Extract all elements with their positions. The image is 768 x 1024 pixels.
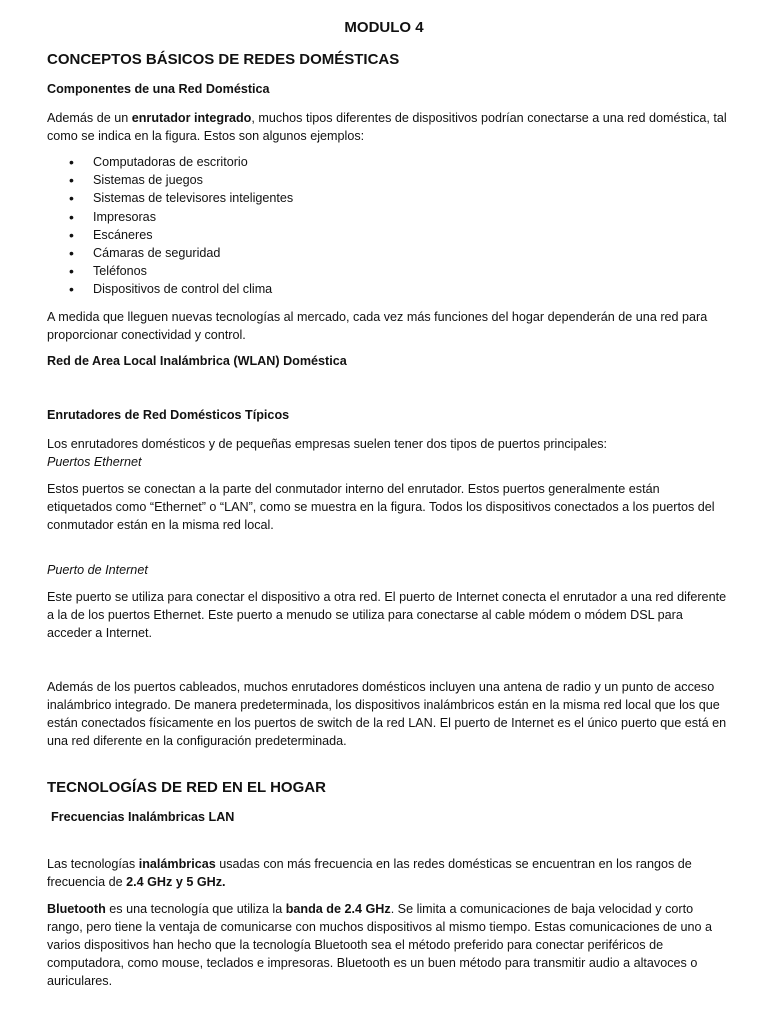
bullet-icon: • [69, 244, 74, 261]
bold-text: banda de 2.4 GHz [285, 902, 391, 916]
label-puerto-internet: Puerto de Internet [47, 563, 148, 577]
subheading-frecuencias: Frecuencias Inalámbricas LAN [51, 810, 235, 824]
paragraph-internet-port: Este puerto se utiliza para conectar el dispositivo a otra red. El puerto de Internet conecta el enrutador a una red diferente a la de los puertos Ethernet. Este puerto a menudo se utiliza para conectarse al cable módem o módem DSL para acceder a Internet. [47, 590, 727, 640]
bold-text: 2.4 GHz y 5 GHz. [126, 875, 226, 889]
bullet-icon: • [69, 208, 74, 225]
bullet-icon: • [69, 190, 74, 207]
text: usadas con más frecuencia en las redes domésticas se encuentran en los rangos de frecuencia de [47, 857, 692, 889]
bullet-icon: • [69, 281, 74, 298]
text: . Se limita a comunicaciones de baja velocidad y corto rango, pero tiene la ventaja de comunicarse con muchos dispositivos al mismo tiempo. Estas comunicaciones de uno a varios dispositivos han hecho que la tecnología Bluetooth sea el método preferido para conectar periféricos de computadora, como mouse, teclados e impresoras. Bluetooth es un buen método para transmitir audio a altavoces o auriculares. [47, 902, 713, 988]
bullet-icon: • [69, 226, 74, 243]
paragraph-bluetooth [47, 900, 727, 990]
text: Las tecnologías [47, 857, 139, 871]
list-item: • Cámaras de seguridad [69, 244, 221, 261]
paragraph-port-types: Los enrutadores domésticos y de pequeñas empresas suelen tener dos tipos de puertos principales: [47, 437, 608, 451]
text: , muchos tipos diferentes de dispositivos podrían conectarse a una red doméstica, tal como se indica en la figura. Estos son algunos ejemplos: [47, 111, 727, 143]
list-item: • Impresoras [69, 208, 156, 225]
subheading-wlan: Red de Area Local Inalámbrica (WLAN) Doméstica [47, 354, 347, 368]
label-puertos-ethernet: Puertos Ethernet [47, 455, 142, 469]
list-item: • Dispositivos de control del clima [69, 281, 273, 298]
list-item: • Escáneres [69, 226, 153, 243]
list-item: • Teléfonos [69, 263, 147, 280]
paragraph-frequencies [47, 855, 727, 891]
paragraph-ethernet: Estos puertos se conectan a la parte del conmutador interno del enrutador. Estos puertos generalmente están etiquetados como “Ethernet” o “LAN”, como se muestra en la figura. Todos los dispositivos conectados a los puertos del conmutador están en la misma red local. [47, 482, 715, 532]
subheading-enrutadores: Enrutadores de Red Domésticos Típicos [47, 408, 290, 422]
text: Además de un [47, 111, 132, 125]
bullet-icon: • [69, 263, 74, 280]
bullet-icon: • [69, 154, 74, 170]
section-heading-conceptos: CONCEPTOS BÁSICOS DE REDES DOMÉSTICAS [47, 51, 400, 68]
device-list [47, 153, 727, 299]
bold-text: Bluetooth [47, 902, 106, 916]
paragraph-future: A medida que lleguen nuevas tecnologías al mercado, cada vez más funciones del hogar dependerán de una red para proporcionar conectividad y control. [47, 310, 708, 342]
list-item: • Sistemas de televisores inteligentes [69, 190, 294, 207]
bold-text: inalámbricas [138, 857, 216, 871]
paragraph-wireless: Además de los puertos cableados, muchos enrutadores domésticos incluyen una antena de radio y un punto de acceso inalámbrico integrado. De manera predeterminada, los dispositivos inalámbricos están en la misma red local que los que están conectados físicamente en los puertos de switch de la red LAN. El puerto de Internet es el único puerto que está en una red diferente en la configuración predeterminada. [47, 680, 727, 748]
text: es una tecnología que utiliza la [105, 902, 286, 916]
list-item: • Computadoras de escritorio [69, 154, 248, 170]
page-title: MODULO 4 [344, 19, 424, 36]
bold-text: enrutador integrado [131, 111, 252, 125]
section-heading-tecnologias: TECNOLOGÍAS DE RED EN EL HOGAR [47, 779, 326, 796]
list-item: • Sistemas de juegos [69, 172, 203, 189]
paragraph-intro [47, 109, 727, 145]
subheading-componentes: Componentes de una Red Doméstica [47, 82, 270, 96]
bullet-icon: • [69, 172, 74, 189]
